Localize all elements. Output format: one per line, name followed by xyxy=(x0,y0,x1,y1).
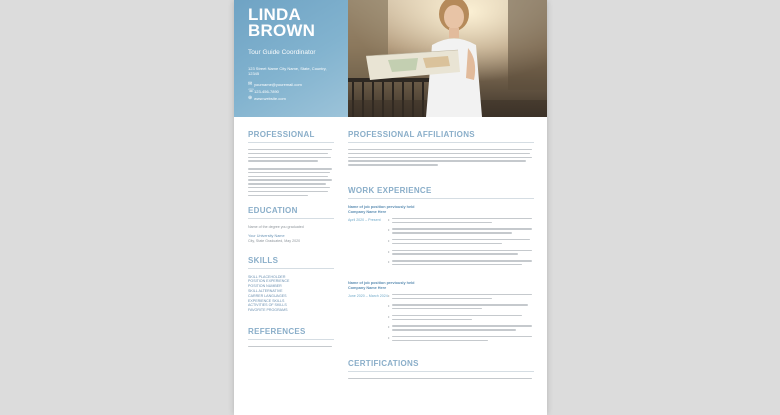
website-text[interactable]: www.website.com xyxy=(254,96,286,101)
bullet-icon: • xyxy=(388,238,390,244)
mail-icon: ✉ xyxy=(248,81,253,87)
photo-illustration xyxy=(348,0,547,117)
address: 123 Street Name City Name, State, Country, 12345 xyxy=(248,66,327,76)
bullet-icon: • xyxy=(388,334,390,340)
profile-photo xyxy=(348,0,547,117)
job-date: June 2020 – March 2024 xyxy=(348,293,388,298)
job-bullets xyxy=(388,218,534,271)
certifications-heading: CERTIFICATIONS xyxy=(348,359,534,372)
professional-heading: PROFESSIONAL xyxy=(248,130,334,143)
job-entry-2 xyxy=(348,281,534,347)
job-date: April 2020 – Present xyxy=(348,217,381,222)
job-bullets xyxy=(388,294,534,347)
email-text[interactable]: yourname@youremail.com xyxy=(254,82,302,87)
resume-page xyxy=(234,0,547,415)
job-company: Company Name Here xyxy=(348,285,387,290)
skill-item: SKILL PLACEHOLDER xyxy=(248,274,286,279)
phone-icon: ☏ xyxy=(248,88,255,94)
contact-list xyxy=(248,81,348,102)
skill-item: SKILL ALTERNATIVE xyxy=(248,288,283,293)
name-first: LINDA xyxy=(248,5,301,24)
job-position: Name of job position previously held xyxy=(348,280,415,285)
left-column xyxy=(248,130,334,350)
education-degree: Name of the degree you graduated xyxy=(248,225,304,230)
contact-phone xyxy=(248,88,348,95)
bullet-icon: • xyxy=(388,324,390,330)
job-position: Name of job position previously held xyxy=(348,204,415,209)
bullet-icon: • xyxy=(388,227,390,233)
skill-item: ACTIVITIES OF SKILLS xyxy=(248,303,287,308)
affiliations-heading: PROFESSIONAL AFFILIATIONS xyxy=(348,130,534,143)
contact-email xyxy=(248,81,348,88)
skill-item: POSITION EXPERIENCE xyxy=(248,279,290,284)
skills-list xyxy=(248,275,334,313)
skills-heading: SKILLS xyxy=(248,256,334,269)
work-heading: WORK EXPERIENCE xyxy=(348,186,534,199)
job-entry-1 xyxy=(348,205,534,271)
references-heading: REFERENCES xyxy=(248,327,334,340)
phone-text: 123-456-7890 xyxy=(254,89,279,94)
job-title: Tour Guide Coordinator xyxy=(248,49,316,56)
professional-summary xyxy=(248,149,334,196)
education-school: Your University Name xyxy=(248,233,285,238)
right-column xyxy=(348,130,534,381)
globe-icon: ⊕ xyxy=(248,95,253,101)
skill-item: FAVORITE PROGRAMS xyxy=(248,308,288,313)
education-place: City, State Graduated, May 2020 xyxy=(248,238,301,243)
bullet-icon: • xyxy=(388,248,390,254)
bullet-icon: • xyxy=(388,292,390,298)
bullet-icon: • xyxy=(388,259,390,265)
bullet-icon: • xyxy=(388,303,390,309)
skill-item: EXPERIENCE SKILLS xyxy=(248,298,285,303)
job-company: Company Name Here xyxy=(348,209,387,214)
affiliations-text xyxy=(348,149,534,166)
contact-website xyxy=(248,95,348,102)
bullet-icon: • xyxy=(388,216,390,222)
bullet-icon: • xyxy=(388,313,390,319)
skill-item: CARRER LANGUAGES xyxy=(248,293,287,298)
education-heading: EDUCATION xyxy=(248,206,334,219)
name-last: BROWN xyxy=(248,21,316,40)
skill-item: POSITION NUMBER xyxy=(248,284,282,289)
header-panel xyxy=(234,0,348,117)
